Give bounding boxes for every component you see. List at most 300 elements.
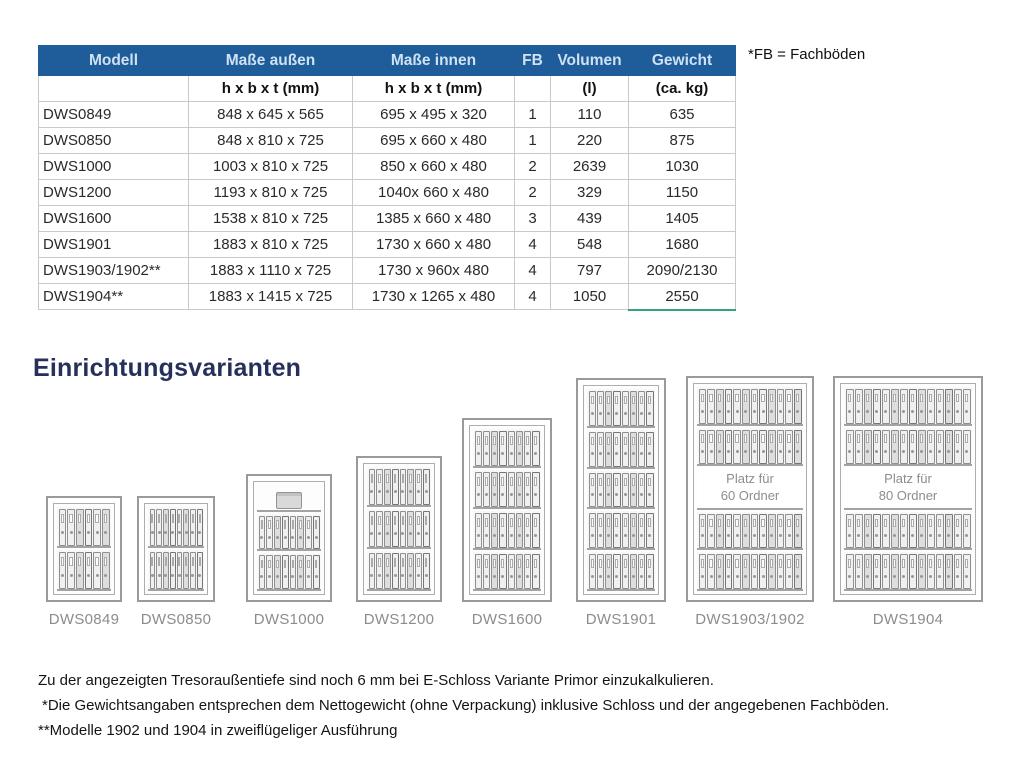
binder — [499, 431, 506, 466]
binder — [900, 514, 908, 549]
binder — [707, 430, 715, 465]
binder — [605, 554, 612, 589]
subheader-cell — [515, 76, 551, 102]
safe-label: DWS1600 — [471, 611, 543, 628]
column-header: Maße außen — [189, 46, 353, 76]
binder — [918, 389, 926, 424]
binder — [392, 511, 399, 547]
safe-body — [46, 496, 122, 602]
binder — [400, 553, 407, 589]
binder — [918, 430, 926, 465]
binder-shelf — [697, 387, 803, 426]
binder — [707, 554, 715, 589]
safe-body — [576, 378, 666, 602]
binder — [259, 516, 266, 550]
platz-note-line: Platz für — [726, 471, 774, 487]
binder-shelf — [697, 552, 803, 591]
binder — [638, 513, 645, 548]
binder — [499, 554, 506, 589]
footnote-weight: *Die Gewichtsangaben entsprechen dem Nettogewicht (ohne Verpackung) inklusive Schloss und der angegebenen Fachböden. — [42, 697, 890, 714]
binder — [794, 554, 802, 589]
binder — [742, 514, 750, 549]
binder — [524, 431, 531, 466]
binder — [900, 554, 908, 589]
binder — [707, 514, 715, 549]
platz-note-line: 80 Ordner — [878, 488, 938, 503]
safe-unit — [576, 378, 666, 628]
binder-shelf — [587, 471, 655, 510]
binder-shelf — [57, 507, 111, 548]
binder — [646, 554, 653, 589]
model-cell: DWS1904** — [39, 284, 189, 310]
binder — [725, 514, 733, 549]
binder — [376, 469, 383, 505]
safe-illustrations — [0, 376, 1024, 628]
binder — [873, 389, 881, 424]
safe-unit — [246, 474, 332, 628]
binder — [499, 513, 506, 548]
binder — [177, 509, 183, 546]
binder — [638, 432, 645, 467]
platz-note-line: Platz für — [884, 471, 932, 487]
binder — [613, 554, 620, 589]
safe-body — [462, 418, 552, 602]
binder — [376, 511, 383, 547]
binder — [699, 514, 707, 549]
spec-table — [38, 45, 736, 311]
binder — [589, 473, 596, 508]
binder-shelf — [57, 550, 111, 591]
binder-shelf — [587, 552, 655, 591]
table-cell: 695 x 495 x 320 — [353, 102, 515, 128]
table-cell: 635 — [629, 102, 736, 128]
binder — [855, 430, 863, 465]
table-cell: 4 — [515, 258, 551, 284]
binder — [945, 430, 953, 465]
binder — [900, 430, 908, 465]
model-cell: DWS1600 — [39, 206, 189, 232]
binder — [282, 516, 289, 550]
binder — [93, 509, 101, 546]
binder — [909, 514, 917, 549]
binder — [597, 554, 604, 589]
binder — [759, 554, 767, 589]
binder — [400, 511, 407, 547]
column-header: Maße innen — [353, 46, 515, 76]
binder — [954, 554, 962, 589]
binder — [646, 473, 653, 508]
table-row — [39, 102, 736, 128]
binder — [936, 389, 944, 424]
safe-door-interior — [840, 383, 976, 595]
binder — [785, 514, 793, 549]
binder — [742, 554, 750, 589]
binder — [423, 469, 430, 505]
binder — [156, 552, 162, 589]
table-cell: 548 — [551, 232, 629, 258]
safe-unit — [462, 418, 552, 628]
binder — [532, 431, 539, 466]
binder — [954, 514, 962, 549]
binder — [524, 472, 531, 507]
binder — [716, 554, 724, 589]
binder — [76, 552, 84, 589]
binder — [759, 514, 767, 549]
binder — [759, 430, 767, 465]
binder — [491, 554, 498, 589]
fb-footnote: *FB = Fachböden — [748, 46, 866, 63]
safe-unit — [833, 376, 983, 628]
binder — [622, 513, 629, 548]
binder — [369, 511, 376, 547]
table-cell: 1730 x 1265 x 480 — [353, 284, 515, 310]
binder — [475, 513, 482, 548]
binder — [597, 432, 604, 467]
binder — [768, 554, 776, 589]
column-header: FB — [515, 46, 551, 76]
safe-unit — [137, 496, 215, 628]
binder — [589, 432, 596, 467]
binder — [163, 552, 169, 589]
binder — [725, 389, 733, 424]
binder-shelf — [367, 509, 431, 549]
binder — [864, 389, 872, 424]
binder — [882, 430, 890, 465]
table-cell: 850 x 660 x 480 — [353, 154, 515, 180]
binder — [524, 554, 531, 589]
binder — [102, 509, 110, 546]
binder-shelf — [473, 470, 541, 509]
binder — [93, 552, 101, 589]
binder-shelf — [367, 467, 431, 507]
binder — [882, 389, 890, 424]
safe-body — [686, 376, 814, 602]
binder — [290, 555, 297, 589]
binder — [954, 430, 962, 465]
binder — [927, 430, 935, 465]
platz-note — [844, 468, 972, 510]
binder-shelf — [257, 553, 321, 591]
binder — [864, 514, 872, 549]
binder — [313, 516, 320, 550]
binder — [384, 553, 391, 589]
binder — [751, 389, 759, 424]
binder — [646, 513, 653, 548]
binder — [630, 391, 637, 426]
binder — [76, 509, 84, 546]
binder — [274, 555, 281, 589]
binder — [475, 472, 482, 507]
binder — [605, 432, 612, 467]
table-cell: 2 — [515, 154, 551, 180]
binder — [777, 514, 785, 549]
safe-door-interior — [469, 425, 545, 595]
binder — [475, 554, 482, 589]
spec-table-container — [38, 45, 736, 311]
binder — [864, 554, 872, 589]
binder — [751, 514, 759, 549]
binder — [392, 553, 399, 589]
safe-door-interior — [363, 463, 435, 595]
binder — [742, 430, 750, 465]
binder — [516, 431, 523, 466]
binder — [909, 554, 917, 589]
binder-shelf — [473, 552, 541, 591]
binder — [532, 513, 539, 548]
safe-door-interior — [53, 503, 115, 595]
binder — [963, 389, 971, 424]
binder — [516, 513, 523, 548]
table-cell: 1030 — [629, 154, 736, 180]
binder — [716, 430, 724, 465]
binder — [909, 430, 917, 465]
binder-shelf — [587, 430, 655, 469]
table-cell: 1730 x 660 x 480 — [353, 232, 515, 258]
table-cell: 1680 — [629, 232, 736, 258]
table-cell: 797 — [551, 258, 629, 284]
table-cell: 439 — [551, 206, 629, 232]
binder — [613, 513, 620, 548]
binder-shelf — [844, 512, 972, 551]
binder — [622, 554, 629, 589]
binder — [183, 509, 189, 546]
table-cell: 220 — [551, 128, 629, 154]
binder — [384, 511, 391, 547]
binder — [156, 509, 162, 546]
safe-label: DWS1000 — [253, 611, 325, 628]
binder — [622, 432, 629, 467]
header-row — [39, 46, 736, 76]
binder — [423, 553, 430, 589]
binder — [605, 391, 612, 426]
footnote-depth: Zu der angezeigten Tresoraußentiefe sind noch 6 mm bei E-Schloss Variante Primor einzukalkulieren. — [38, 672, 714, 689]
table-cell: 1883 x 1415 x 725 — [189, 284, 353, 310]
binder — [622, 473, 629, 508]
table-cell: 2550 — [629, 284, 736, 310]
section-title: Einrichtungsvarianten — [33, 354, 302, 382]
binder — [699, 389, 707, 424]
binder — [742, 389, 750, 424]
binder-shelf — [473, 511, 541, 550]
binder — [491, 513, 498, 548]
safe-door-interior — [693, 383, 807, 595]
binder — [630, 513, 637, 548]
binder — [918, 554, 926, 589]
binder — [384, 469, 391, 505]
binder — [846, 430, 854, 465]
binder — [170, 509, 176, 546]
binder — [733, 430, 741, 465]
binder — [945, 514, 953, 549]
footnote-doors: **Modelle 1902 und 1904 in zweiflügeliger Ausführung — [38, 722, 398, 739]
binder — [407, 511, 414, 547]
binder — [900, 389, 908, 424]
binder — [794, 514, 802, 549]
binder — [646, 391, 653, 426]
binder-shelf — [844, 552, 972, 591]
table-cell: 3 — [515, 206, 551, 232]
model-cell: DWS1901 — [39, 232, 189, 258]
binder-shelf — [587, 511, 655, 550]
safe-unit — [46, 496, 122, 628]
binder — [733, 554, 741, 589]
binder — [768, 389, 776, 424]
binder — [282, 555, 289, 589]
binder — [597, 473, 604, 508]
table-cell: 1883 x 1110 x 725 — [189, 258, 353, 284]
model-cell: DWS0850 — [39, 128, 189, 154]
binder — [918, 514, 926, 549]
binder — [936, 514, 944, 549]
subheader-row — [39, 76, 736, 102]
safe-body — [356, 456, 442, 602]
binder — [415, 511, 422, 547]
binder-shelf — [148, 550, 204, 591]
binder — [855, 389, 863, 424]
table-cell: 2639 — [551, 154, 629, 180]
table-row — [39, 232, 736, 258]
table-cell: 329 — [551, 180, 629, 206]
binder — [369, 469, 376, 505]
binder — [67, 552, 75, 589]
table-cell: 1050 — [551, 284, 629, 310]
binder — [150, 509, 156, 546]
binder — [85, 552, 93, 589]
binder — [605, 513, 612, 548]
binder — [768, 430, 776, 465]
binder — [646, 432, 653, 467]
binder — [882, 514, 890, 549]
binder — [777, 554, 785, 589]
safe-door-interior — [253, 481, 325, 595]
binder — [516, 472, 523, 507]
binder — [483, 431, 490, 466]
binder — [873, 430, 881, 465]
binder — [297, 555, 304, 589]
binder — [415, 469, 422, 505]
binder — [415, 553, 422, 589]
binder — [605, 473, 612, 508]
binder — [785, 554, 793, 589]
binder — [927, 514, 935, 549]
safe-unit — [686, 376, 814, 628]
binder — [597, 391, 604, 426]
binder — [259, 555, 266, 589]
binder — [400, 469, 407, 505]
platz-note-line: 60 Ordner — [720, 488, 780, 503]
table-row — [39, 180, 736, 206]
column-header: Modell — [39, 46, 189, 76]
footnotes — [38, 668, 889, 743]
table-cell: 4 — [515, 232, 551, 258]
binder-shelf — [697, 428, 803, 467]
table-cell: 875 — [629, 128, 736, 154]
table-cell: 2 — [515, 180, 551, 206]
binder — [59, 509, 67, 546]
binder — [190, 552, 196, 589]
table-cell: 1883 x 810 x 725 — [189, 232, 353, 258]
binder — [532, 472, 539, 507]
binder — [170, 552, 176, 589]
binder — [716, 514, 724, 549]
binder — [638, 391, 645, 426]
subheader-cell: h x b x t (mm) — [189, 76, 353, 102]
binder — [305, 555, 312, 589]
binder — [794, 389, 802, 424]
binder — [725, 430, 733, 465]
binder — [963, 514, 971, 549]
binder-shelf — [844, 387, 972, 426]
binder — [963, 554, 971, 589]
binder — [927, 389, 935, 424]
subheader-cell: h x b x t (mm) — [353, 76, 515, 102]
subheader-cell: (ca. kg) — [629, 76, 736, 102]
binder — [699, 430, 707, 465]
table-cell: 1150 — [629, 180, 736, 206]
safe-label: DWS0850 — [140, 611, 212, 628]
binder-shelf — [587, 389, 655, 428]
binder — [67, 509, 75, 546]
binder — [491, 431, 498, 466]
binder — [945, 554, 953, 589]
binder — [954, 389, 962, 424]
table-row — [39, 258, 736, 284]
binder-shelf — [257, 514, 321, 552]
binder — [699, 554, 707, 589]
safe-label: DWS1904 — [872, 611, 944, 628]
binder — [491, 472, 498, 507]
binder — [407, 553, 414, 589]
model-cell: DWS0849 — [39, 102, 189, 128]
binder — [759, 389, 767, 424]
binder — [725, 554, 733, 589]
binder — [891, 389, 899, 424]
binder — [266, 516, 273, 550]
binder — [751, 430, 759, 465]
binder-shelf — [367, 551, 431, 591]
spec-table-head — [39, 46, 736, 102]
binder — [855, 554, 863, 589]
binder — [846, 389, 854, 424]
table-cell: 4 — [515, 284, 551, 310]
table-row — [39, 284, 736, 310]
table-cell: 1385 x 660 x 480 — [353, 206, 515, 232]
binder — [423, 511, 430, 547]
binder — [873, 514, 881, 549]
binder — [794, 430, 802, 465]
binder — [638, 554, 645, 589]
binder — [524, 513, 531, 548]
binder — [163, 509, 169, 546]
binder — [589, 554, 596, 589]
binder — [508, 513, 515, 548]
binder — [891, 430, 899, 465]
binder-shelf — [148, 507, 204, 548]
safe-body — [833, 376, 983, 602]
binder — [392, 469, 399, 505]
safe-body — [137, 496, 215, 602]
table-row — [39, 206, 736, 232]
binder — [483, 554, 490, 589]
table-cell: 1040x 660 x 480 — [353, 180, 515, 206]
binder — [936, 554, 944, 589]
binder — [891, 514, 899, 549]
binder — [197, 552, 203, 589]
binder — [475, 431, 482, 466]
safe-label: DWS1903/1902 — [695, 611, 805, 628]
binder — [508, 554, 515, 589]
binder — [630, 432, 637, 467]
